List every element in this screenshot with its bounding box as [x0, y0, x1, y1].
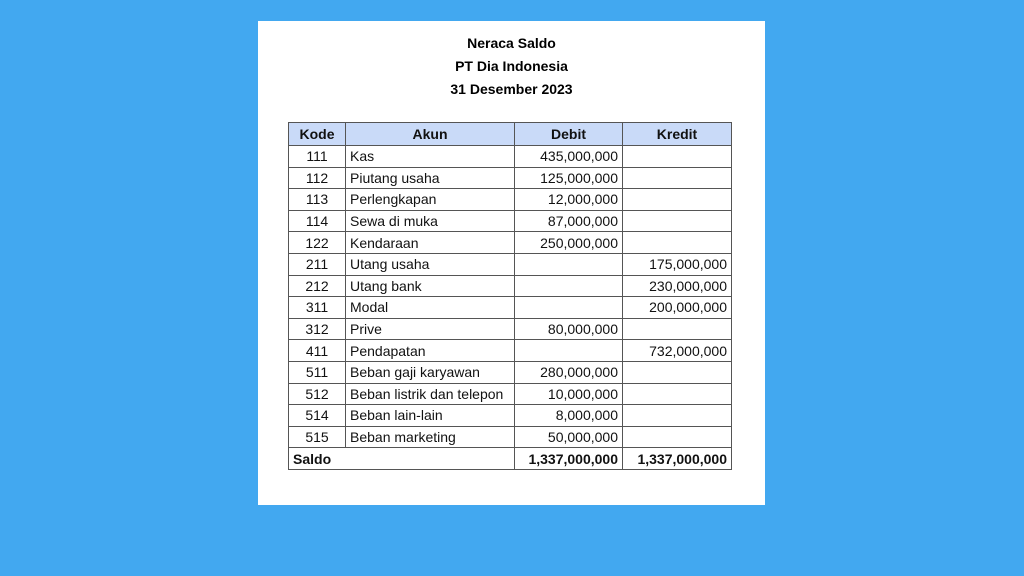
cell-kode: 512 — [289, 383, 346, 405]
cell-akun: Utang bank — [346, 275, 515, 297]
cell-kode: 311 — [289, 297, 346, 319]
report-date: 31 Desember 2023 — [450, 81, 573, 97]
cell-akun: Beban lain-lain — [346, 405, 515, 427]
total-debit: 1,337,000,000 — [515, 448, 623, 470]
cell-kredit — [623, 361, 732, 383]
cell-kredit — [623, 167, 732, 189]
header-kode: Kode — [289, 123, 346, 146]
cell-kode: 514 — [289, 405, 346, 427]
cell-kode: 111 — [289, 146, 346, 168]
cell-debit — [515, 297, 623, 319]
cell-kredit — [623, 232, 732, 254]
trial-balance-table — [288, 122, 732, 470]
cell-kredit — [623, 426, 732, 448]
table-header-row — [289, 123, 732, 146]
cell-kode: 511 — [289, 361, 346, 383]
total-kredit: 1,337,000,000 — [623, 448, 732, 470]
cell-kode: 113 — [289, 189, 346, 211]
cell-akun: Utang usaha — [346, 253, 515, 275]
cell-debit: 8,000,000 — [515, 405, 623, 427]
cell-debit: 10,000,000 — [515, 383, 623, 405]
cell-debit: 12,000,000 — [515, 189, 623, 211]
cell-debit: 87,000,000 — [515, 210, 623, 232]
cell-debit — [515, 275, 623, 297]
report-card — [258, 21, 765, 505]
table-row — [289, 361, 732, 383]
table-row — [289, 189, 732, 211]
header-kredit: Kredit — [623, 123, 732, 146]
cell-kredit — [623, 318, 732, 340]
cell-akun: Beban gaji karyawan — [346, 361, 515, 383]
table-row — [289, 318, 732, 340]
cell-kredit — [623, 405, 732, 427]
header-akun: Akun — [346, 123, 515, 146]
cell-kredit: 230,000,000 — [623, 275, 732, 297]
table-row — [289, 297, 732, 319]
cell-debit: 280,000,000 — [515, 361, 623, 383]
cell-kode: 312 — [289, 318, 346, 340]
cell-akun: Kas — [346, 146, 515, 168]
cell-debit: 50,000,000 — [515, 426, 623, 448]
table-row — [289, 210, 732, 232]
table-row — [289, 340, 732, 362]
cell-debit — [515, 340, 623, 362]
table-body — [289, 146, 732, 448]
table-row — [289, 426, 732, 448]
cell-debit — [515, 253, 623, 275]
table-row — [289, 146, 732, 168]
company-name: PT Dia Indonesia — [455, 58, 568, 74]
cell-kredit: 175,000,000 — [623, 253, 732, 275]
cell-debit: 80,000,000 — [515, 318, 623, 340]
cell-akun: Beban listrik dan telepon — [346, 383, 515, 405]
table-row — [289, 275, 732, 297]
cell-kode: 112 — [289, 167, 346, 189]
cell-akun: Beban marketing — [346, 426, 515, 448]
cell-kode: 122 — [289, 232, 346, 254]
cell-akun: Piutang usaha — [346, 167, 515, 189]
cell-akun: Prive — [346, 318, 515, 340]
cell-akun: Perlengkapan — [346, 189, 515, 211]
table-row — [289, 253, 732, 275]
cell-debit: 250,000,000 — [515, 232, 623, 254]
cell-kredit — [623, 189, 732, 211]
cell-akun: Kendaraan — [346, 232, 515, 254]
total-row — [289, 448, 732, 470]
cell-kode: 211 — [289, 253, 346, 275]
table-row — [289, 383, 732, 405]
table-row — [289, 405, 732, 427]
report-title: Neraca Saldo — [467, 35, 556, 51]
cell-kode: 212 — [289, 275, 346, 297]
header-debit: Debit — [515, 123, 623, 146]
table-row — [289, 167, 732, 189]
cell-akun: Pendapatan — [346, 340, 515, 362]
cell-debit: 125,000,000 — [515, 167, 623, 189]
cell-kredit: 732,000,000 — [623, 340, 732, 362]
cell-kode: 515 — [289, 426, 346, 448]
total-label: Saldo — [289, 448, 515, 470]
cell-kredit — [623, 383, 732, 405]
cell-kode: 114 — [289, 210, 346, 232]
cell-kredit: 200,000,000 — [623, 297, 732, 319]
cell-kredit — [623, 146, 732, 168]
cell-kode: 411 — [289, 340, 346, 362]
cell-akun: Sewa di muka — [346, 210, 515, 232]
report-header — [258, 32, 765, 101]
cell-debit: 435,000,000 — [515, 146, 623, 168]
cell-akun: Modal — [346, 297, 515, 319]
table-row — [289, 232, 732, 254]
cell-kredit — [623, 210, 732, 232]
